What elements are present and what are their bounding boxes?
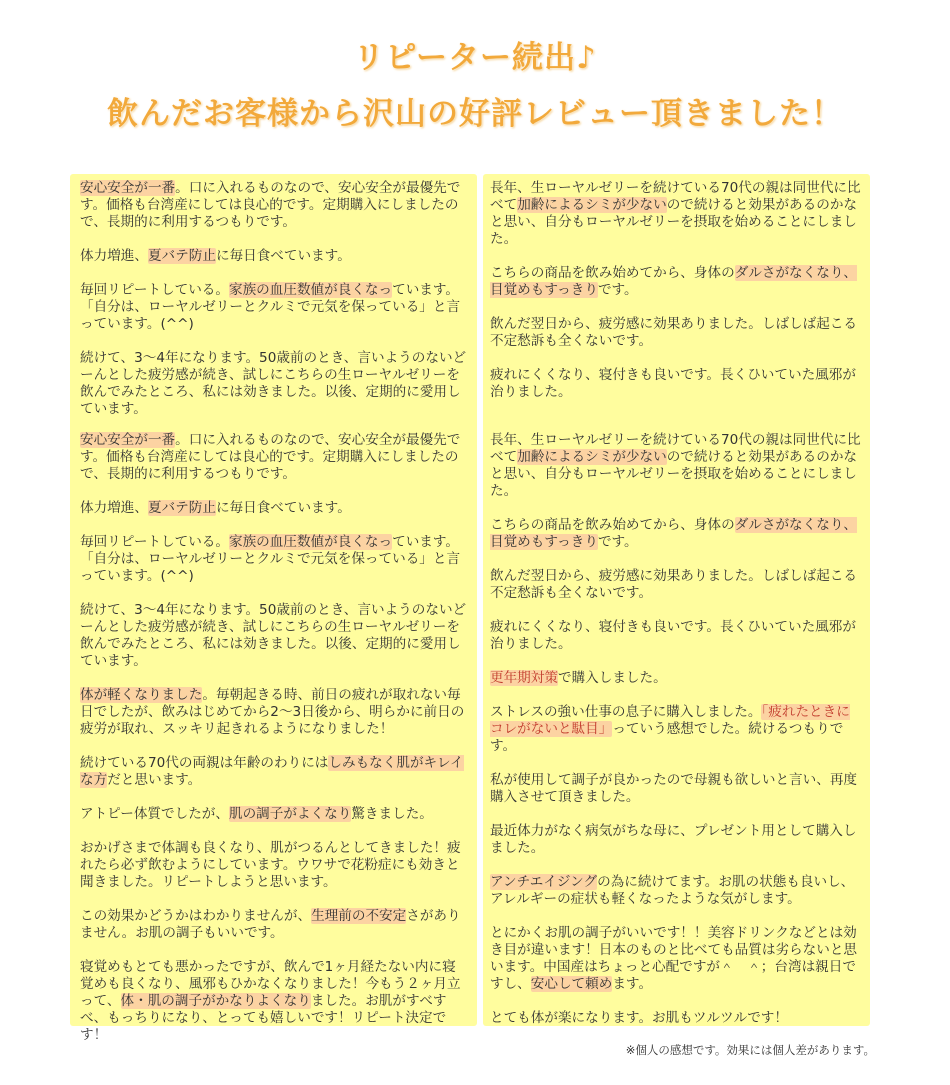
review-text-segment: 体力増進、 — [80, 248, 148, 264]
review-highlight: 夏バテ防止 — [147, 500, 216, 516]
review-highlight: しみもなく肌がキレイな方 — [80, 755, 464, 788]
review-text-segment: アトピー体質でしたが、 — [80, 806, 229, 822]
review-text-segment: おかげさまで体調も良くなり、肌がつるんとしてきました！疲れたら必ず飲むようにしています。ウワサで花粉症にも効きと聞きました。リピートしようと思います。 — [80, 840, 461, 890]
review-text — [80, 755, 469, 789]
review-highlight: 安心して頼め — [530, 976, 613, 992]
right-review-column — [483, 174, 870, 1026]
review-text-segment: に毎日食べています。 — [215, 500, 351, 516]
review-highlight: 夏バテ防止 — [147, 248, 216, 264]
review-text — [490, 772, 862, 806]
review-text-segment: 。毎朝起きる時、前日の疲れが取れない毎日でしたが、飲みはじめてから2〜3日後から、明らかに前日の疲労が取れ、スッキリ起きれるようになりました！ — [80, 687, 465, 737]
review-highlight: 家族の血圧数値が良くなっ — [229, 534, 393, 550]
review-highlight: ダルさがなくなり、目覚めもすっきり — [490, 265, 858, 298]
review-text-segment: の為に続けてます。お肌の状態も良いし、アレルギーの症状も軽くなったような気がします。 — [490, 874, 855, 907]
review-text-segment: 。口に入れるものなので、安心安全が最優先です。価格も台湾産にしては良心的です。定期購入にしましたので、長期的に利用するつもりです。 — [80, 180, 461, 230]
review-text-segment: ています。「自分は、ローヤルゼリーとクルミで元気を保っている」と言っています。(^^) — [80, 282, 461, 332]
review-text-segment: 続けて、3〜4年になります。50歳前のとき、言いようのないどーんとした疲労感が続き、試しにこちらの生ローヤルゼリーを飲んでみたところ、私には効きました。以後、定期的に愛用しています。 — [80, 350, 467, 417]
right-review-preview — [483, 174, 870, 418]
review-text — [80, 602, 469, 670]
review-text-segment: に毎日食べています。 — [215, 248, 351, 264]
review-text-segment: こちらの商品を飲み始めてから、身体の — [490, 517, 735, 533]
review-text — [80, 432, 469, 483]
review-highlight: 「疲れたときにコレがないと駄目」 — [490, 704, 850, 737]
review-text-segment: 私が使用して調子が良かったので母親も欲しいと言い、再度購入させて頂きました。 — [490, 772, 858, 805]
review-text — [80, 806, 469, 823]
review-text-segment: 続けて、3〜4年になります。50歳前のとき、言いようのないどーんとした疲労感が続き、試しにこちらの生ローヤルゼリーを飲んでみたところ、私には効きました。以後、定期的に愛用しています。 — [80, 602, 467, 669]
review-text-segment: 毎回リピートしている。 — [80, 282, 229, 298]
review-text — [490, 316, 862, 350]
review-highlight: 加齢によるシミが少ない — [517, 449, 667, 465]
review-text — [80, 248, 469, 265]
review-text-segment: 寝覚めもとても悪かったですが、飲んで1ヶ月経たない内に寝覚めも良くなり、風邪もひかなくなりました！今もう２ヶ月立って、 — [80, 959, 461, 1009]
review-text-segment: です。 — [597, 282, 638, 298]
review-text-segment: ました。お肌がすべすべ、もっちりになり、とっても嬉しいです！リピート決定です！ — [80, 993, 447, 1043]
left-review-list — [70, 426, 477, 1061]
review-text — [490, 265, 862, 299]
review-text-segment: 最近体力がなく病気がちな母に、プレゼント用として購入しました。 — [490, 823, 857, 856]
review-text-segment: ます。 — [612, 976, 653, 992]
review-text-segment: 驚きました。 — [351, 806, 433, 822]
review-text-segment: 飲んだ翌日から、疲労感に効果ありました。しばしば起こる不定愁訴も全くないです。 — [490, 316, 858, 349]
review-text — [490, 517, 862, 551]
review-text-segment: 続けている70代の両親は年齢のわりには — [80, 755, 329, 771]
review-text-segment: 。口に入れるものなので、安心安全が最優先です。価格も台湾産にしては良心的です。定期購入にしましたので、長期的に利用するつもりです。 — [80, 432, 461, 482]
review-highlight: アンチエイジング — [490, 874, 598, 890]
review-text-segment: 体力増進、 — [80, 500, 148, 516]
review-text — [80, 959, 469, 1044]
review-highlight: 体が軽くなりました — [80, 687, 203, 703]
review-highlight: ダルさがなくなり、目覚めもすっきり — [490, 517, 858, 550]
heading-line-1: リピーター続出♪ — [353, 40, 597, 76]
left-review-preview — [70, 174, 477, 418]
review-text — [80, 687, 469, 738]
review-text — [490, 925, 862, 993]
review-text — [490, 619, 862, 653]
review-text-segment: ので続けると効果があるのかなと思い、自分もローヤルゼリーを摂取を始めることにしました。 — [490, 197, 858, 247]
review-text — [80, 840, 469, 891]
review-text — [490, 432, 862, 500]
review-highlight: 安心安全が一番 — [80, 180, 176, 196]
review-text — [490, 367, 862, 401]
review-text — [80, 500, 469, 517]
review-text-segment: です。 — [597, 534, 638, 550]
review-text — [490, 568, 862, 602]
review-text-segment: とにかくお肌の調子がいいです！！美容ドリンクなどとは効き目が違います！日本のものと比べても品質は劣らないと思います。中国産はちょっと心配ですが＾ ＾；台湾は親日ですし、 — [490, 925, 858, 992]
review-highlight: 安心安全が一番 — [80, 432, 176, 448]
review-text-segment: ので続けると効果があるのかなと思い、自分もローヤルゼリーを摂取を始めることにしました。 — [490, 449, 858, 499]
review-text-segment: っていう感想でした。続けるつもりです。 — [490, 721, 844, 754]
left-review-column — [70, 174, 477, 1043]
review-text-segment: 疲れにくくなり、寝付きも良いです。長くひいていた風邪が治りました。 — [490, 619, 856, 652]
review-text-segment: とても体が楽になります。お肌もツルツルです！ — [490, 1010, 788, 1026]
review-text — [490, 180, 862, 248]
review-highlight: 加齢によるシミが少ない — [517, 197, 667, 213]
review-text — [490, 874, 862, 908]
review-text-segment: ストレスの強い仕事の息子に購入しました。 — [490, 704, 762, 720]
review-text-segment: 飲んだ翌日から、疲労感に効果ありました。しばしば起こる不定愁訴も全くないです。 — [490, 568, 858, 601]
review-highlight: 家族の血圧数値が良くなっ — [229, 282, 393, 298]
right-review-list — [483, 426, 870, 1044]
review-text — [490, 704, 862, 755]
review-text — [490, 670, 862, 687]
review-highlight: 肌の調子がよくなり — [229, 806, 352, 822]
disclaimer-footnote: ※個人の感想です。効果には個人差があります。 — [625, 1043, 875, 1057]
review-text-segment: こちらの商品を飲み始めてから、身体の — [490, 265, 735, 281]
heading-line-2: 飲んだお客様から沢山の好評レビュー頂きました！ — [107, 96, 843, 132]
review-text-segment: さがありません。お肌の調子もいいです。 — [80, 908, 461, 941]
review-text — [490, 1010, 862, 1027]
review-text — [80, 180, 469, 231]
review-text — [80, 282, 469, 333]
review-text-segment: ています。「自分は、ローヤルゼリーとクルミで元気を保っている」と言っています。(^^) — [80, 534, 461, 584]
review-text-segment: 長年、生ローヤルゼリーを続けている70代の親は同世代に比べて — [490, 432, 861, 465]
review-highlight: 体・肌の調子がかなりよくなり — [120, 993, 311, 1009]
review-highlight: 更年期対策 — [490, 670, 558, 686]
review-highlight: 生理前の不安定 — [311, 908, 407, 924]
review-text-segment: 疲れにくくなり、寝付きも良いです。長くひいていた風邪が治りました。 — [490, 367, 856, 400]
review-text — [80, 350, 469, 418]
review-text-segment: だと思います。 — [107, 772, 202, 788]
review-text-segment: この効果かどうかはわかりませんが、 — [80, 908, 312, 924]
review-text-segment: で購入しました。 — [557, 670, 667, 686]
review-text — [490, 823, 862, 857]
review-text-segment: 毎回リピートしている。 — [80, 534, 229, 550]
review-text — [80, 908, 469, 942]
review-text — [80, 534, 469, 585]
review-text-segment: 長年、生ローヤルゼリーを続けている70代の親は同世代に比べて — [490, 180, 861, 213]
